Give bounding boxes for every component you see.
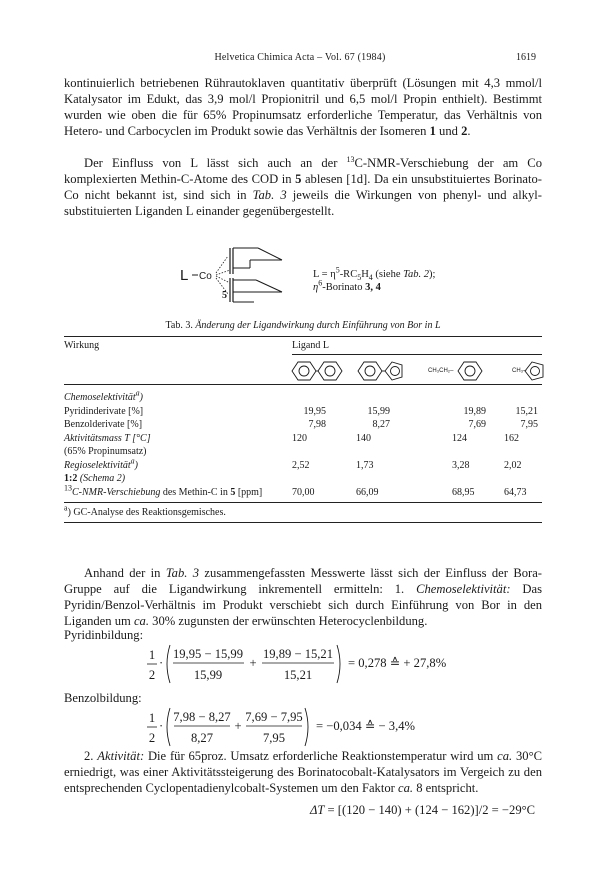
row-label: Benzolderivate [%]	[64, 419, 143, 430]
table-rule	[64, 502, 542, 503]
row-label: Chemoselektivität$^a$)	[64, 388, 143, 403]
compound-ref: 2	[461, 124, 468, 138]
svg-text:15,21: 15,21	[283, 668, 313, 682]
ethyl-prefix: CH₃CH₂–	[428, 368, 454, 374]
phenyl-cyclopentadienyl-icon	[354, 358, 410, 384]
svg-text:15,99: 15,99	[193, 668, 223, 682]
table-rule	[64, 384, 542, 385]
paragraph-4: 2. Aktivität: Die für 65proz. Umsatz erforderliche Reaktionstemperatur wird um ca. 30°C erniedrigt, was einer Aktivitätssteigerung des Borinatocobalt-Katalysators im Vergeich zu den entsprechenden Cyclopentadienylcobalt-Systemen um den Faktor ca. 8 entspricht.	[64, 749, 543, 795]
row-label: Pyridinderivate [%]	[64, 406, 144, 417]
delta-t-equation: ΔT = [(120 − 140) + (124 − 162)]/2 = −29°C	[310, 803, 536, 817]
ethyl-borinato-icon	[457, 358, 483, 384]
svg-text:1: 1	[148, 648, 156, 662]
table-cell: 8,27	[372, 419, 390, 430]
phenyl-borinato-icon	[288, 358, 344, 384]
formula-label: Pyridinbildung:	[64, 628, 144, 642]
svg-text:8,27: 8,27	[190, 731, 214, 745]
table-cell: 7,95	[520, 419, 538, 430]
structure-5-diagram	[178, 228, 308, 308]
column-header-effect: Wirkung	[64, 340, 100, 351]
ligand-label: L	[180, 267, 189, 284]
row-label: (65% Propinumsatz)	[64, 446, 147, 457]
benzene-formula	[140, 706, 470, 752]
svg-text:1: 1	[148, 711, 156, 725]
table-caption: Tab. 3. Änderung der Ligandwirkung durch Einführung von Bor in L	[165, 320, 441, 331]
table-cell: 64,73	[504, 487, 527, 498]
row-label: 1:2 (Schema 2)	[64, 473, 126, 484]
svg-text:19,89 − 15,21: 19,89 − 15,21	[262, 647, 334, 661]
table-footnote: $^a$) GC-Analyse des Reaktionsgemisches.	[64, 503, 226, 518]
svg-text:= 0,278 ≙ + 27,8%: = 0,278 ≙ + 27,8%	[348, 656, 447, 670]
column-header-ligand: Ligand L	[292, 340, 329, 351]
table-cell: 66,09	[356, 487, 379, 498]
svg-text:·: ·	[159, 719, 164, 733]
table-rule	[64, 522, 542, 523]
row-label: Aktivitätsmass T [°C]	[64, 433, 151, 444]
table-cell: 124	[452, 433, 467, 444]
running-header	[64, 52, 536, 66]
svg-text:+: +	[249, 656, 257, 670]
table-cell: 19,89	[463, 406, 486, 417]
paragraph-1: kontinuierlich betriebenen Rührautoklaven quantitativ überprüft (Lösungen mit 4,3 mmol/l Katalysator im Edukt, das 3,9 mol/l Propionitril und 6,5 mol/l Propin enthielt). Bestimmt wurden wie oben die für 65% Propinumsatz erforderliche Temperatur, das Verhältnis von Hetero- und Carbocyclen im Produkt sowie das Verhältnis der Isomeren 1 und 2.	[64, 76, 542, 138]
table-cell: 2,52	[292, 460, 310, 471]
page-number: 1619	[516, 52, 536, 63]
table-cell: 140	[356, 433, 371, 444]
table-cell: 70,00	[292, 487, 315, 498]
table-cell: 7,98	[308, 419, 326, 430]
svg-text:·: ·	[159, 656, 164, 670]
table-rule	[292, 354, 542, 355]
svg-text:2: 2	[148, 668, 156, 682]
svg-text:7,98 − 8,27: 7,98 − 8,27	[173, 710, 231, 724]
table-cell: 120	[292, 433, 307, 444]
compound-ref: 1	[429, 124, 436, 138]
journal-title: Helvetica Chimica Acta – Vol. 67 (1984)	[214, 52, 386, 63]
row-label: $^{13}$C-NMR-Verschiebung des Methin-C in 5 [ppm]	[64, 483, 263, 498]
table-cell: 2,02	[504, 460, 522, 471]
formula-label: Benzolbildung:	[64, 691, 142, 705]
table-cell: 15,99	[367, 406, 390, 417]
svg-text:7,95: 7,95	[262, 731, 286, 745]
table-ref: Tab. 3	[252, 188, 287, 202]
row-label: Regioselektivität$^a$)	[64, 456, 138, 471]
structure-legend: $L = \eta^5-RC_5H_4$ (siehe Tab. 2); $\eta^6$-Borinato 3, 4	[313, 265, 436, 293]
table-cell: 162	[504, 433, 519, 444]
svg-text:2: 2	[148, 731, 156, 745]
methyl-cyclopentadienyl-icon	[524, 358, 546, 384]
table-cell: 1,73	[356, 460, 374, 471]
svg-text:+: +	[234, 719, 242, 733]
pyridine-formula	[140, 643, 470, 689]
table-cell: 15,21	[515, 406, 538, 417]
compound-number: 5	[222, 290, 227, 301]
table-cell: 68,95	[452, 487, 475, 498]
methyl-prefix: CH₃–	[512, 368, 527, 374]
table-rule	[64, 336, 542, 337]
cobalt-label: Co	[199, 271, 212, 282]
paragraph-3: Anhand der in Tab. 3 zusammengefassten Messwerte lässt sich der Einfluss der Bora-Gruppe auf die Ligandwirkung inkrementell ermitteln: 1. Chemoselektivität: Das Pyridin/Benzol-Verhältnis im Produkt verschiebt sich durch Einführung von Bor in den Liganden um ca. 30% zugunsten der erwünschten Heterocyclenbildung.	[64, 566, 542, 628]
svg-text:19,95 − 15,99: 19,95 − 15,99	[172, 647, 244, 661]
svg-text:= −0,034 ≙ − 3,4%: = −0,034 ≙ − 3,4%	[316, 719, 416, 733]
table-cell: 19,95	[303, 406, 326, 417]
paragraph-2: Der Einfluss von L lässt sich auch an der $^{13}$C-NMR-Verschiebung der am Co komplexierten Methin-C-Atome des COD in 5 ablesen [1d]. Da ein unsubstituiertes Borinato-Co nicht bekannt ist, sind sich in Tab. 3 jeweils die Wirkungen von phenyl- und alkyl-substituierten Liganden L einander gegenübergestellt.	[64, 154, 542, 218]
table-cell: 7,69	[468, 419, 486, 430]
table-cell: 3,28	[452, 460, 470, 471]
svg-text:7,69 − 7,95: 7,69 − 7,95	[245, 710, 303, 724]
